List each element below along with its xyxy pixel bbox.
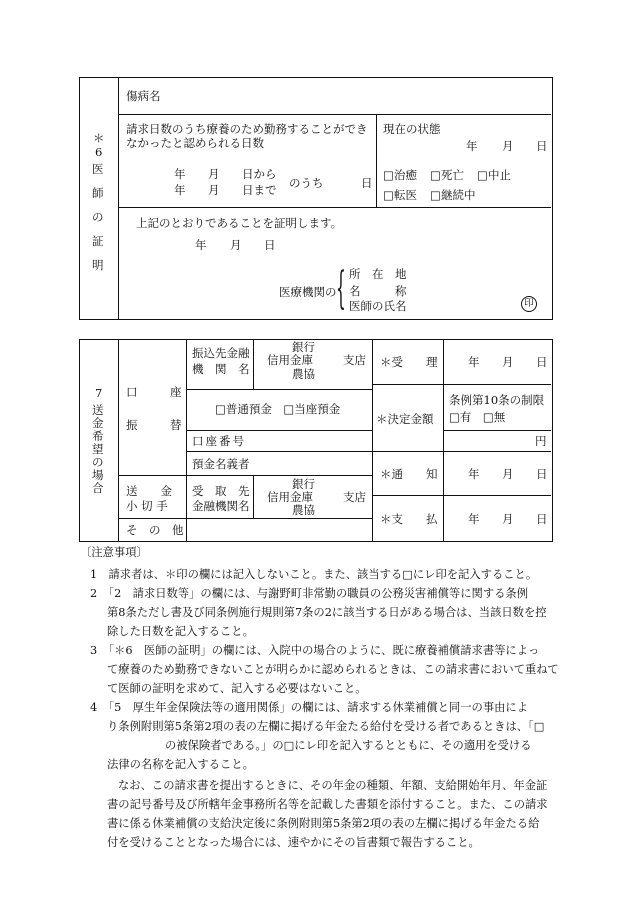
month-label: 月: [502, 139, 514, 153]
current-status-label: 現在の状態: [383, 122, 441, 136]
note-line: の被保険者である。」の□にレ印を記入するとともに、その適用を受ける: [165, 739, 532, 752]
checkbox[interactable]: □: [383, 168, 394, 182]
bank-type-label: 農協: [292, 503, 315, 517]
note-line: 3 「＊6 医師の証明」の欄には、入院中の場合のように、既に療養補償請求書等によっ: [90, 644, 540, 657]
recipient-bank-label: 金融機関名: [192, 499, 250, 513]
divider: [186, 475, 372, 476]
checkbox[interactable]: □: [430, 168, 441, 182]
divider: [118, 207, 551, 208]
yen-unit: 円: [535, 434, 547, 448]
month-label: 月: [502, 467, 514, 481]
injury-name-label: 傷病名: [126, 89, 161, 103]
divider: [253, 475, 254, 518]
payment-label: ＊支 払: [380, 512, 438, 526]
name-label: 名 称: [349, 284, 407, 298]
day-label: 日: [264, 238, 276, 252]
account-transfer-label: 振: [126, 418, 138, 432]
divider: [372, 451, 551, 452]
receipt-label: ＊受 理: [380, 355, 438, 369]
year-label: 年: [174, 183, 186, 197]
bank-type-label: 銀行: [292, 477, 315, 491]
divider: [186, 518, 372, 519]
note-line: 4 「5 厚生年金保険法等の適用関係」の欄には、請求する休業補償と同一の事由によ: [90, 701, 529, 714]
decided-amount-label: ＊決定金額: [376, 412, 434, 426]
account-transfer-label: 口: [126, 385, 138, 399]
of-which-label: のうち: [289, 176, 324, 190]
year-label: 年: [466, 139, 478, 153]
note-line: 除した日数を記入すること。: [107, 625, 254, 638]
bank-label: 機 関 名: [192, 362, 250, 376]
other-label: そ の 他: [126, 523, 184, 537]
year-label: 年: [468, 467, 480, 481]
checkbox[interactable]: □: [477, 168, 488, 182]
divider: [118, 518, 186, 519]
side-char: 金: [92, 416, 104, 430]
remittance-cheque-label: 送 金: [126, 484, 172, 498]
option-label: 転医: [394, 188, 417, 202]
side-char: の: [92, 210, 104, 224]
seal-stamp: 印: [521, 296, 537, 312]
account-number-field[interactable]: [254, 431, 371, 450]
limit-label: 条例第10条の制限: [449, 393, 545, 407]
side-char: 明: [92, 258, 104, 272]
notice-label: ＊通 知: [380, 467, 438, 481]
medical-institution-label: 医療機関の: [279, 285, 337, 299]
side-char: 望: [92, 442, 104, 456]
divider: [372, 495, 551, 496]
divider: [118, 339, 119, 541]
month-label: 月: [208, 183, 220, 197]
note-line: て医師の証明を求めて、記入する必要はないこと。: [107, 682, 367, 695]
side-char: 希: [92, 429, 104, 443]
bank-type-label: 農協: [292, 367, 315, 381]
bank-label: 振込先金融: [192, 346, 250, 360]
certify-statement: 上記のとおりであることを証明します。: [136, 216, 343, 230]
notes-header: 〔注意事項〕: [80, 546, 148, 559]
bank-type-label: 信用金庫: [267, 490, 313, 504]
limit-options[interactable]: □有 □無: [449, 410, 506, 424]
side-char: 師: [92, 186, 104, 200]
checkbox[interactable]: □: [430, 188, 441, 202]
divider: [376, 114, 377, 207]
month-label: 月: [502, 355, 514, 369]
deposit-type-options[interactable]: □普通預金 □当座預金: [215, 402, 341, 416]
note-line: 付を受けることとなった場合には、速やかにその旨書類で報告すること。: [107, 836, 480, 849]
note-line: 書の記号番号及び所轄年金事務所名等を記載した書類を添付すること。また、この請求: [107, 798, 548, 811]
until-label: 日まで: [242, 183, 277, 197]
month-label: 月: [230, 238, 242, 252]
year-label: 年: [468, 512, 480, 526]
work-days-label: なかったと認められる日数: [126, 136, 264, 150]
account-number-label: 口座番号: [192, 434, 246, 448]
injury-name-field[interactable]: [170, 80, 548, 112]
decided-amount-field[interactable]: [444, 431, 532, 450]
from-label: 日から: [242, 167, 277, 181]
branch-label: 支店: [343, 490, 366, 504]
day-label: 日: [536, 355, 548, 369]
note-line: 2 「2 請求日数等」の欄には、与謝野町非常勤の職員の公務災害補償等に関する条例: [90, 587, 529, 600]
divider: [186, 339, 187, 541]
note-line: 法律の名称を記入すること。: [107, 758, 254, 771]
section6-mark: ＊: [93, 131, 105, 145]
month-label: 月: [208, 167, 220, 181]
divider: [118, 114, 551, 115]
bank-type-label: 信用金庫: [267, 353, 313, 367]
section6-number: 6: [95, 145, 103, 159]
note-line: り条例附則第5条第2項の表の左欄に掲げる年金たる給付を受ける者であるときは、「□: [107, 720, 545, 733]
note-line: なお、この請求書を提出するときに、その年金の種類、年額、支給開始年月、年金証: [118, 779, 548, 792]
day-label: 日: [536, 467, 548, 481]
checkbox[interactable]: □: [383, 188, 394, 202]
note-line: 第8条ただし書及び同条例施行規則第7条の2に該当する日がある場合は、当該日数を控: [107, 606, 547, 619]
option-label: 死亡: [441, 168, 464, 182]
side-char: 場: [92, 468, 104, 482]
day-label: 日: [536, 512, 548, 526]
divider: [253, 339, 254, 390]
option-label: 治癒: [394, 168, 417, 182]
option-label: 継続中: [441, 188, 476, 202]
day-label: 日: [361, 176, 373, 190]
side-char: 証: [92, 234, 104, 248]
divider: [372, 384, 551, 385]
note-line: 書に係る休業補償の支給決定後に条例附則第5条第2項の表の左欄に掲げる年金たる給: [107, 817, 540, 830]
brace: {: [336, 263, 346, 314]
month-label: 月: [502, 512, 514, 526]
day-label: 日: [536, 139, 548, 153]
bank-type-label: 銀行: [292, 340, 315, 354]
divider: [372, 339, 373, 541]
account-holder-label: 預金名義者: [192, 457, 250, 471]
year-label: 年: [174, 167, 186, 181]
side-char: 送: [92, 403, 104, 417]
section7-number: 7: [95, 386, 103, 400]
option-label: 中止: [488, 168, 511, 182]
account-transfer-label: 替: [170, 418, 182, 432]
year-label: 年: [468, 355, 480, 369]
divider: [186, 389, 372, 390]
address-label: 所 在 地: [349, 267, 407, 281]
year-label: 年: [195, 238, 207, 252]
work-days-label: 請求日数のうち療養のため勤務することができ: [126, 122, 368, 136]
side-char: 合: [92, 481, 104, 495]
side-char: 医: [92, 162, 104, 176]
recipient-bank-label: 受 取 先: [192, 484, 250, 498]
remittance-cheque-label: 小 切 手: [126, 499, 168, 513]
branch-label: 支店: [343, 353, 366, 367]
account-transfer-label: 座: [170, 385, 182, 399]
note-line: 1 請求者は、＊印の欄には記入しないこと。また、該当する□にレ印を記入すること。: [90, 568, 538, 581]
account-holder-field[interactable]: [254, 452, 371, 474]
divider: [118, 475, 186, 476]
note-line: て療養のため勤務できないことが明らかに認められるときは、この請求書において重ねて: [107, 663, 559, 676]
doctor-name-label: 医師の氏名: [349, 299, 407, 313]
side-char: の: [92, 455, 104, 469]
